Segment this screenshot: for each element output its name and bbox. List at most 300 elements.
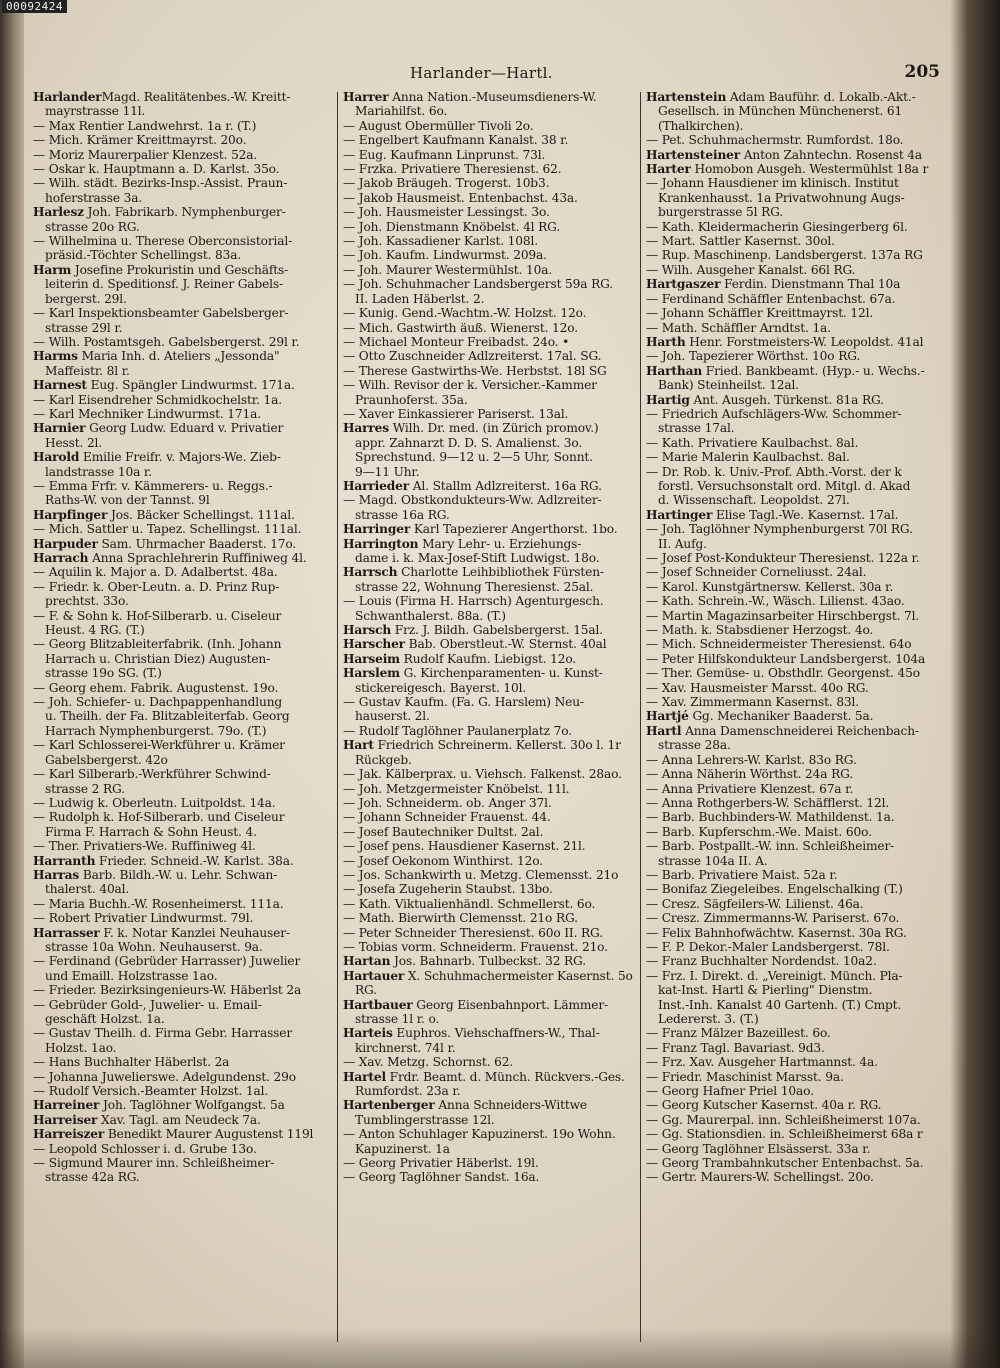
directory-entry-line <box>646 436 936 450</box>
surname: Harold <box>33 450 80 465</box>
entry-text: — Leopold Schlosser i. d. Grube 13o. <box>33 1141 257 1156</box>
directory-entry-line <box>343 695 633 709</box>
entry-text: — Cresz. Zimmermanns-W. Pariserst. 67o. <box>646 911 900 926</box>
entry-text: Bank) Steinheilst. 12al. <box>658 378 799 393</box>
surname: Harth <box>646 334 686 349</box>
directory-entry-line <box>33 882 331 896</box>
surname: Harnest <box>33 378 87 393</box>
directory-entry-line <box>646 681 936 695</box>
directory-entry-head <box>33 90 331 104</box>
entry-text: — Joh. Schiefer- u. Dachpappenhandlung <box>33 695 283 710</box>
entry-text: Gg. Mechaniker Baaderst. 5a. <box>688 709 874 724</box>
directory-entry-line <box>33 695 331 709</box>
entry-text: Sprechstund. 9—12 u. 2—5 Uhr, Sonnt. <box>355 450 593 465</box>
directory-entry-line <box>33 162 331 176</box>
entry-text: — Wilh. Postamtsgeh. Gabelsbergerst. 29l r. <box>33 334 300 349</box>
surname: Harrer <box>343 90 389 104</box>
entry-text: — F. & Sohn k. Hof-Silberarb. u. Ciseleur <box>33 608 282 623</box>
directory-entry-line <box>646 1113 936 1127</box>
surname: Harpuder <box>33 536 98 551</box>
directory-entry-line <box>33 623 331 637</box>
directory-entry-line <box>343 882 633 896</box>
directory-entry-line <box>33 969 331 983</box>
directory-entry-line <box>343 839 633 853</box>
column-rule-2 <box>640 92 641 1342</box>
directory-entry-line <box>33 306 331 320</box>
directory-entry-line <box>33 652 331 666</box>
directory-entry-line <box>343 493 633 507</box>
surname: Hartensteiner <box>646 147 741 162</box>
entry-text: — Barb. Kupferschm.-We. Maist. 60o. <box>646 824 872 839</box>
directory-entry-line <box>646 537 936 551</box>
entry-text: — Johann Hausdiener im klinisch. Institut <box>646 176 899 191</box>
surname: Harms <box>33 349 78 364</box>
directory-entry-line <box>343 349 633 363</box>
directory-entry-line <box>33 393 331 407</box>
entry-text: Elise Tagl.-We. Kasernst. 17al. <box>712 507 899 522</box>
entry-text: Anton Zahntechn. Rosenst 4a <box>740 147 923 162</box>
entry-text: Tumblingerstrasse 12l. <box>355 1112 495 1127</box>
directory-entry-line <box>646 767 936 781</box>
entry-text: Harrach Nymphenburgerst. 79o. (T.) <box>45 723 267 738</box>
entry-text: strasse 10a Wohn. Neuhauserst. 9a. <box>45 939 263 954</box>
directory-entry-line <box>33 724 331 738</box>
entry-text: — Joh. Tapezierer Wörthst. 10o RG. <box>646 349 861 364</box>
directory-entry-head <box>33 508 331 522</box>
surname: Hartenstein <box>646 90 727 104</box>
column-2 <box>343 90 633 1185</box>
entry-text: — Georg Privatier Häberlst. 19l. <box>343 1156 539 1171</box>
directory-entry-line <box>646 854 936 868</box>
surname: Harnier <box>33 421 86 436</box>
directory-entry-line <box>343 335 633 349</box>
page-shadow <box>0 1328 1000 1368</box>
directory-entry-line <box>33 220 331 234</box>
entry-text: — Franz Buchhalter Nordendst. 10a2. <box>646 954 877 969</box>
entry-text: — Xav. Hausmeister Marsst. 40o RG. <box>646 680 869 695</box>
directory-entry-line <box>646 133 936 147</box>
directory-entry-line <box>343 248 633 262</box>
entry-text: Xav. Tagl. am Neudeck 7a. <box>97 1112 261 1127</box>
entry-text: G. Kirchenparamenten- u. Kunst- <box>399 666 603 681</box>
directory-entry-head <box>343 537 633 551</box>
entry-text: Anna Nation.-Museumsdieners-W. <box>388 90 597 104</box>
directory-entry-line <box>33 1055 331 1069</box>
entry-text: Euphros. Viehschaffners-W., Thal- <box>392 1026 600 1041</box>
directory-entry-head <box>343 479 633 493</box>
directory-entry-line <box>646 1084 936 1098</box>
entry-text: strasse 42a RG. <box>45 1170 140 1185</box>
entry-text: — Cresz. Sägfeilers-W. Lilienst. 46a. <box>646 896 864 911</box>
directory-entry-line <box>343 148 633 162</box>
entry-text: F. k. Notar Kanzlei Neuhauser- <box>99 925 290 940</box>
directory-entry-line <box>646 897 936 911</box>
directory-entry-head <box>33 1113 331 1127</box>
directory-entry-line <box>343 580 633 594</box>
directory-entry-line <box>33 839 331 853</box>
entry-text: landstrasse 10a r. <box>45 464 152 479</box>
entry-text: — Karl Eisendreher Schmidkochelstr. 1a. <box>33 392 282 407</box>
directory-entry-line <box>33 522 331 536</box>
column-1 <box>33 90 331 1185</box>
entry-text: — Gustav Kaufm. (Fa. G. Harslem) Neu- <box>343 695 584 710</box>
directory-entry-line <box>33 1041 331 1055</box>
entry-text: Josefine Prokuristin und Geschäfts- <box>71 262 289 277</box>
directory-entry-line <box>33 119 331 133</box>
page-header <box>30 64 940 84</box>
entry-text: — Ther. Gemüse- u. Obsthdlr. Georgenst. 45o <box>646 666 920 681</box>
directory-entry-line <box>646 465 936 479</box>
entry-text: — Karl Inspektionsbeamter Gabelsberger- <box>33 306 289 321</box>
directory-entry-line <box>646 220 936 234</box>
directory-entry-line <box>33 709 331 723</box>
directory-entry-line <box>343 364 633 378</box>
entry-text: — Martin Magazinsarbeiter Hirschbergst. 7l. <box>646 608 920 623</box>
directory-entry-line <box>646 1026 936 1040</box>
entry-text: dame i. k. Max-Josef-Stift Ludwigst. 18o. <box>355 551 600 565</box>
surname: Harringer <box>343 522 411 537</box>
directory-entry-line <box>646 623 936 637</box>
directory-entry-line <box>646 810 936 824</box>
entry-text: — Mich. Krämer Kreittmayrst. 20o. <box>33 133 247 148</box>
directory-entry-line <box>646 565 936 579</box>
directory-entry-line <box>33 436 331 450</box>
directory-entry-head <box>33 854 331 868</box>
entry-text: — Joh. Metzgermeister Knöbelst. 11l. <box>343 781 570 796</box>
entry-text: — Max Rentier Landwehrst. 1a r. (T.) <box>33 118 257 133</box>
directory-entry-line <box>646 205 936 219</box>
entry-text: — Franz Mälzer Bazeillest. 6o. <box>646 1026 831 1041</box>
directory-entry-line <box>343 1142 633 1156</box>
directory-entry-line <box>343 753 633 767</box>
surname: Harteis <box>343 1026 393 1041</box>
surname: Hartel <box>343 1069 386 1084</box>
entry-text: — Jakob Hausmeist. Entenbachst. 43a. <box>343 190 578 205</box>
entry-text: — Eug. Kaufmann Linprunst. 73l. <box>343 147 546 162</box>
entry-text: — Joh. Kaufm. Lindwurmst. 209a. <box>343 248 547 263</box>
surname: Harseim <box>343 651 400 666</box>
directory-entry-line <box>33 321 331 335</box>
entry-text: — Rudolf Versich.-Beamter Holzst. 1al. <box>33 1084 269 1099</box>
entry-text: geschäft Holzst. 1a. <box>45 1012 165 1026</box>
surname: Hartgaszer <box>646 277 721 292</box>
directory-entry-head <box>646 364 936 378</box>
directory-entry-line <box>33 998 331 1012</box>
directory-entry-line <box>33 782 331 796</box>
entry-text: — Mart. Sattler Kasernst. 30ol. <box>646 234 835 249</box>
entry-text: — Wilh. Ausgeher Kanalst. 66l RG. <box>646 262 856 277</box>
directory-entry-line <box>343 176 633 190</box>
directory-entry-line <box>343 436 633 450</box>
entry-text: — Joh. Taglöhner Nymphenburgerst 70l RG. <box>646 522 913 537</box>
entry-text: Jos. Bahnarb. Tulbeckst. 32 RG. <box>390 954 586 969</box>
directory-entry-line <box>343 709 633 723</box>
directory-entry-line <box>646 1041 936 1055</box>
directory-entry-line <box>343 796 633 810</box>
book-binding-edge <box>950 0 1000 1368</box>
directory-entry-line <box>343 292 633 306</box>
surname: Hartl <box>646 723 682 738</box>
directory-entry-line <box>33 1084 331 1098</box>
entry-text: strasse 20o RG. <box>45 219 140 234</box>
surname: Harm <box>33 262 72 277</box>
entry-text: — Magd. Obstkondukteurs-Ww. Adlzreiter- <box>343 493 602 508</box>
entry-text: stickereigesch. Bayerst. 10l. <box>355 680 527 695</box>
entry-text: — Anna Näherin Wörthst. 24a RG. <box>646 767 853 782</box>
directory-entry-head <box>33 1098 331 1112</box>
directory-entry-line <box>33 940 331 954</box>
directory-entry-line <box>33 594 331 608</box>
directory-entry-line <box>343 133 633 147</box>
entry-text: — Jakob Bräugeh. Trogerst. 10b3. <box>343 176 550 191</box>
directory-entry-head <box>646 277 936 291</box>
directory-entry-head <box>33 537 331 551</box>
directory-entry-head <box>33 926 331 940</box>
surname: Harrieder <box>343 478 409 493</box>
entry-text: — Tobias vorm. Schneiderm. Frauenst. 21o. <box>343 939 608 954</box>
directory-entry-line <box>646 954 936 968</box>
entry-text: — Georg Taglöhner Elsässerst. 33a r. <box>646 1141 871 1156</box>
entry-text: — Pet. Schuhmachermstr. Rumfordst. 18o. <box>646 133 904 148</box>
directory-entry-line <box>343 191 633 205</box>
entry-text: — Joh. Schneiderm. ob. Anger 37l. <box>343 795 552 810</box>
entry-text: hauserst. 2l. <box>355 709 430 724</box>
entry-text: — Rudolf Taglöhner Paulanerplatz 7o. <box>343 723 572 738</box>
directory-entry-line <box>33 292 331 306</box>
entry-text: — Gebrüder Gold-, Juwelier- u. Email- <box>33 997 262 1012</box>
surname: Harsch <box>343 623 392 638</box>
directory-entry-line <box>343 551 633 565</box>
directory-entry-line <box>33 277 331 291</box>
entry-text: — Wilhelmina u. Therese Oberconsistorial- <box>33 234 293 249</box>
entry-text: Georg Eisenbahnport. Lämmer- <box>412 997 609 1012</box>
entry-text: — Frieder. Bezirksingenieurs-W. Häberlst 2a <box>33 983 302 998</box>
entry-text: — F. P. Dekor.-Maler Landsbergerst. 78l. <box>646 939 890 954</box>
entry-text: — Wilh. Revisor der k. Versicher.-Kammer <box>343 378 597 393</box>
entry-text: — Barb. Privatiere Maist. 52a r. <box>646 867 838 882</box>
directory-entry-line <box>646 825 936 839</box>
entry-text: — Marie Malerin Kaulbachst. 8al. <box>646 450 850 465</box>
directory-entry-line <box>646 969 936 983</box>
entry-text: Mary Lehr- u. Erziehungs- <box>418 536 582 551</box>
surname: Harreiszer <box>33 1127 105 1142</box>
entry-text: thalerst. 40al. <box>45 882 130 897</box>
entry-text: — Georg Hafner Priel 10ao. <box>646 1084 814 1099</box>
entry-text: — Peter Schneider Theresienst. 60o II. RG. <box>343 925 603 940</box>
entry-text: Friedrich Schreinerm. Kellerst. 30o l. 1r <box>373 738 621 753</box>
entry-text: Anna Schneiders-Wittwe <box>434 1098 587 1113</box>
directory-entry-line <box>646 263 936 277</box>
directory-entry-line <box>33 191 331 205</box>
entry-text: — Ther. Privatiers-We. Ruffiniweg 4l. <box>33 839 256 854</box>
entry-text: — Mich. Sattler u. Tapez. Schellingst. 111al. <box>33 522 302 537</box>
directory-entry-line <box>646 695 936 709</box>
directory-entry-line <box>646 191 936 205</box>
entry-text: Adam Bauführ. d. Lokalb.-Akt.- <box>726 90 916 104</box>
entry-text: — Oskar k. Hauptmann a. D. Karlst. 35o. <box>33 162 280 177</box>
directory-entry-line <box>343 940 633 954</box>
directory-entry-head <box>343 623 633 637</box>
directory-entry-line <box>646 998 936 1012</box>
entry-text: — Kunig. Gend.-Wachtm.-W. Holzst. 12o. <box>343 306 587 321</box>
surname: Harthan <box>646 363 703 378</box>
entry-text: — Georg ehem. Fabrik. Augustenst. 19o. <box>33 680 279 695</box>
entry-text: — Wilh. städt. Bezirks-Insp.-Assist. Praun- <box>33 176 288 191</box>
directory-entry-line <box>646 292 936 306</box>
directory-entry-line <box>646 753 936 767</box>
entry-text: — Johann Schäffler Kreittmayrst. 12l. <box>646 306 874 321</box>
directory-entry-line <box>646 349 936 363</box>
page-number: 205 <box>904 62 940 82</box>
directory-entry-line <box>343 205 633 219</box>
entry-text: — Ferdinand Schäffler Entenbachst. 67a. <box>646 291 896 306</box>
directory-entry-head <box>646 162 936 176</box>
entry-text: Gabelsbergerst. 42o <box>45 752 168 767</box>
entry-text: — Josef pens. Hausdiener Kasernst. 21l. <box>343 839 586 854</box>
column-3 <box>646 90 936 1185</box>
entry-text: Rumfordst. 23a r. <box>355 1084 461 1099</box>
entry-text: Kapuzinerst. 1a <box>355 1141 450 1156</box>
directory-entry-line <box>343 407 633 421</box>
directory-entry-line <box>646 940 936 954</box>
entry-text: Magd. Realitätenbes.-W. Kreitt- <box>101 90 291 104</box>
entry-text: — Robert Privatier Lindwurmst. 79l. <box>33 911 254 926</box>
directory-entry-line <box>343 854 633 868</box>
surname: Harlander <box>33 90 102 104</box>
directory-entry-head <box>646 90 936 104</box>
directory-entry-line <box>33 897 331 911</box>
entry-text: — Jos. Schankwirth u. Metzg. Clemensst. 21o <box>343 867 619 882</box>
directory-entry-line <box>33 767 331 781</box>
entry-text: — Karl Schlosserei-Werkführer u. Krämer <box>33 738 285 753</box>
directory-entry-line <box>646 882 936 896</box>
entry-text: — Aquilin k. Major a. D. Adalbertst. 48a. <box>33 565 278 580</box>
entry-text: — Frz. Xav. Ausgeher Hartmannst. 4a. <box>646 1055 878 1070</box>
entry-text: strasse 29l r. <box>45 320 123 335</box>
entry-text: — Bonifaz Ziegeleibes. Engelschalking (T.) <box>646 882 903 897</box>
directory-entry-line <box>343 897 633 911</box>
entry-text: Eug. Spängler Lindwurmst. 171a. <box>86 378 295 393</box>
entry-text: — Engelbert Kaufmann Kanalst. 38 r. <box>343 133 569 148</box>
directory-entry-line <box>646 911 936 925</box>
surname: Harreiser <box>33 1112 98 1127</box>
entry-text: — Maria Buchh.-W. Rosenheimerst. 111a. <box>33 896 284 911</box>
entry-text: strasse 19o SG. (T.) <box>45 666 162 681</box>
entry-text: Maffeistr. 8l r. <box>45 363 130 378</box>
directory-entry-head <box>343 652 633 666</box>
entry-text: Hesst. 2l. <box>45 435 103 450</box>
entry-text: Anna Damenschneiderei Reichenbach- <box>681 723 919 738</box>
directory-entry-line <box>33 1070 331 1084</box>
directory-entry-line <box>646 1012 936 1026</box>
directory-entry-line <box>343 724 633 738</box>
directory-entry-line <box>33 1142 331 1156</box>
entry-text: bergerst. 29l. <box>45 291 127 306</box>
directory-entry-line <box>646 983 936 997</box>
directory-entry-head <box>343 1026 633 1040</box>
entry-text: — Ludwig k. Oberleutn. Luitpoldst. 14a. <box>33 795 276 810</box>
directory-entry-line <box>33 1026 331 1040</box>
directory-entry-line <box>33 176 331 190</box>
entry-text: — Anna Rothgerbers-W. Schäfflerst. 12l. <box>646 795 890 810</box>
directory-entry-line <box>343 277 633 291</box>
directory-entry-head <box>33 205 331 219</box>
entry-text: — Kath. Privatiere Kaulbachst. 8al. <box>646 435 859 450</box>
entry-text: Mariahilfst. 6o. <box>355 104 448 119</box>
directory-entry-line <box>33 753 331 767</box>
entry-text: — Math. Bierwirth Clemensst. 21o RG. <box>343 911 578 926</box>
directory-entry-line <box>33 234 331 248</box>
entry-text: — Karl Mechniker Lindwurmst. 171a. <box>33 406 261 421</box>
entry-text: — Gg. Maurerpal. inn. Schleißheimerst 107a. <box>646 1112 921 1127</box>
surname: Hartjé <box>646 709 689 724</box>
directory-entry-line <box>646 1142 936 1156</box>
directory-entry-line <box>343 378 633 392</box>
entry-text: — Johanna Juwelierswe. Adelgundenst. 29o <box>33 1069 296 1084</box>
entry-text: X. Schuhmachermeister Kasernst. 5o <box>404 968 633 983</box>
entry-text: Schwanthalerst. 88a. (T.) <box>355 608 506 623</box>
directory-entry-line <box>343 782 633 796</box>
entry-text: — Anna Privatiere Klenzest. 67a r. <box>646 781 854 796</box>
directory-entry-line <box>646 248 936 262</box>
directory-entry-line <box>33 104 331 118</box>
directory-entry-head <box>33 349 331 363</box>
directory-entry-line <box>646 796 936 810</box>
directory-entry-line <box>33 666 331 680</box>
directory-entry-head <box>343 666 633 680</box>
directory-entry-line <box>33 796 331 810</box>
entry-text: Joh. Fabrikarb. Nymphenburger- <box>83 205 286 220</box>
directory-entry-line <box>343 393 633 407</box>
entry-text: — Louis (Firma H. Harrsch) Agenturgesch. <box>343 594 604 609</box>
directory-entry-line <box>343 681 633 695</box>
entry-text: — Sigmund Maurer inn. Schleißheimer- <box>33 1156 275 1171</box>
entry-text: — Barb. Buchbinders-W. Mathildenst. 1a. <box>646 810 895 825</box>
entry-text: Jos. Bäcker Schellingst. 111al. <box>107 507 295 522</box>
entry-text: — Math. k. Stabsdiener Herzogst. 4o. <box>646 623 874 638</box>
directory-entry-head <box>343 969 633 983</box>
surname: Harscher <box>343 637 405 652</box>
surname: Harpfinger <box>33 507 108 522</box>
directory-entry-line <box>33 825 331 839</box>
directory-entry-line <box>646 666 936 680</box>
directory-entry-line <box>343 1012 633 1026</box>
directory-entry-line <box>343 767 633 781</box>
entry-text: — Kath. Kleidermacherin Giesingerberg 6l. <box>646 219 908 234</box>
directory-entry-head <box>343 421 633 435</box>
directory-entry-line <box>33 580 331 594</box>
directory-entry-line <box>343 594 633 608</box>
directory-entry-line <box>646 594 936 608</box>
entry-text: Charlotte Leihbibliothek Fürsten- <box>397 565 604 580</box>
directory-entry-line <box>343 1156 633 1170</box>
surname: Hartinger <box>646 507 713 522</box>
entry-text: — Rup. Maschinenp. Landsbergerst. 137a RG <box>646 248 923 263</box>
entry-text: strasse 22, Wohnung Theresienst. 25al. <box>355 579 594 594</box>
directory-entry-line <box>33 493 331 507</box>
entry-text: — Hans Buchhalter Häberlst. 2a <box>33 1055 230 1070</box>
surname: Hartig <box>646 392 690 407</box>
entry-text: kirchnerst. 74l r. <box>355 1040 456 1055</box>
entry-text: Frieder. Schneid.-W. Karlst. 38a. <box>95 853 294 868</box>
entry-text: appr. Zahnarzt D. D. S. Amalienst. 3o. <box>355 435 583 450</box>
entry-text: Emilie Freifr. v. Majors-We. Zieb- <box>79 450 281 465</box>
directory-entry-line <box>646 306 936 320</box>
directory-entry-line <box>646 493 936 507</box>
directory-entry-head <box>646 724 936 738</box>
directory-entry-line <box>343 220 633 234</box>
entry-text: strasse 2 RG. <box>45 781 125 796</box>
